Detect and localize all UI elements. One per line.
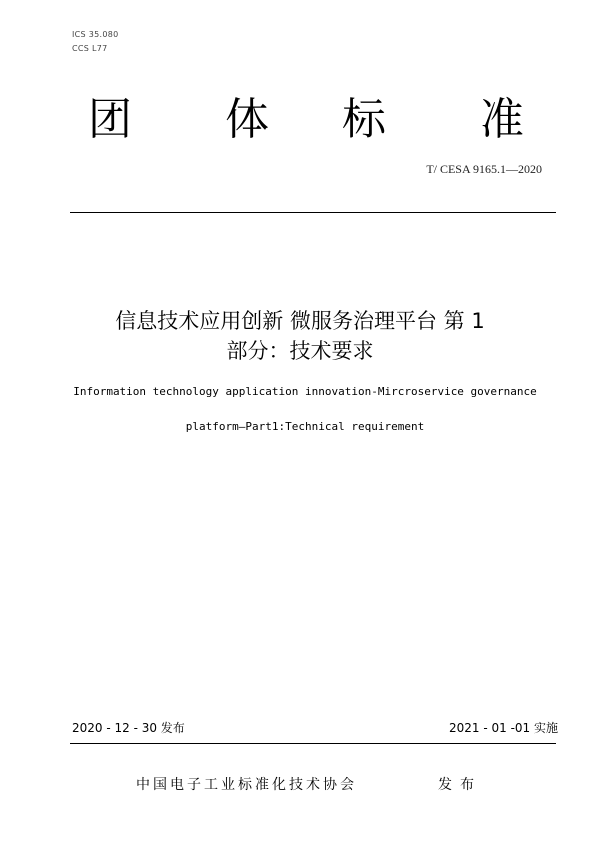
chinese-title-line-1: 信息技术应用创新 微服务治理平台 第 1 [115, 309, 485, 333]
standard-number: T/ CESA 9165.1—2020 [426, 162, 542, 176]
chinese-title [60, 306, 540, 366]
document-category-title [70, 92, 540, 148]
bottom-divider [70, 743, 556, 744]
category-char-4: 准 [480, 94, 524, 145]
category-char-2: 体 [225, 94, 269, 145]
implementation-date: 2021 - 01 -01 实施 [449, 721, 558, 735]
publish-label: 发布 [438, 777, 482, 793]
issue-date: 2020 - 12 - 30 发布 [72, 721, 185, 735]
category-char-3: 标 [342, 94, 386, 145]
publisher-name: 中国电子工业标准化技术协会 [136, 777, 357, 793]
english-title-line-2: platform—Part1:Technical requirement [185, 420, 425, 433]
ics-code: ICS 35.080 [72, 30, 119, 39]
top-divider [70, 212, 556, 213]
ccs-code: CCS L77 [72, 44, 108, 53]
chinese-title-line-2: 部分：技术要求 [226, 339, 374, 363]
english-title-line-1: Information technology application innovation-Mircroservice governance [73, 385, 537, 398]
category-char-1: 团 [88, 94, 132, 145]
